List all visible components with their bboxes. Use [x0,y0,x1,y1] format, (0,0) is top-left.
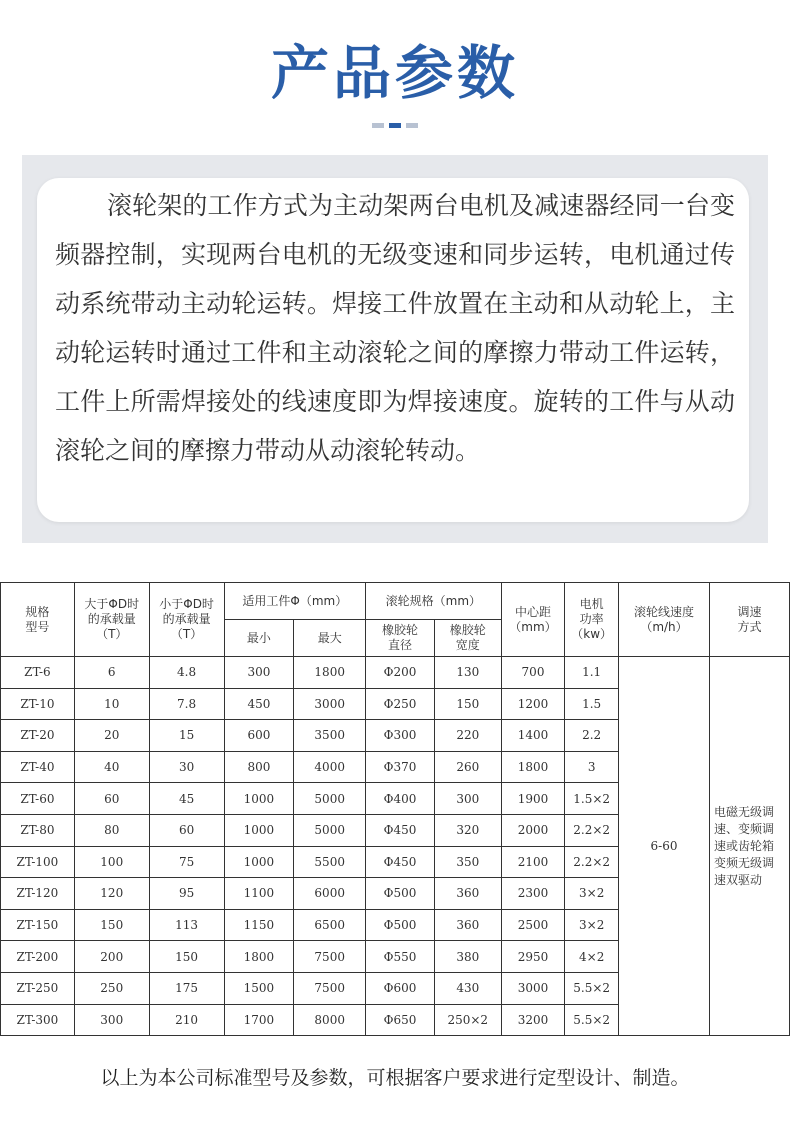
cell-width: 360 [434,878,501,910]
cell-center: 3200 [501,1004,565,1036]
cell-power: 1.1 [565,657,619,689]
cell-max: 6500 [294,909,366,941]
cell-max: 8000 [294,1004,366,1036]
cell-load-small: 15 [149,720,224,752]
header-workpiece-min: 最小 [224,620,294,657]
cell-load-large: 200 [74,941,149,973]
header-workpiece: 适用工件Φ（mm） [224,583,366,620]
header-model: 规格 型号 [1,583,75,657]
cell-max: 7500 [294,972,366,1004]
cell-load-large: 120 [74,878,149,910]
cell-regulation: 电磁无级调速、变频调速或齿轮箱变频无级调速双驱动 [710,657,790,1036]
header-power: 电机 功率 （kw） [565,583,619,657]
cell-dia: Φ250 [366,688,435,720]
cell-model: ZT-10 [1,688,75,720]
cell-center: 1800 [501,751,565,783]
description-text: 滚轮架的工作方式为主动架两台电机及减速器经同一台变频器控制，实现两台电机的无级变速和同步运转，电机通过传动系统带动主动轮运转。焊接工件放置在主动和从动轮上，主动轮运转时通过工件和主动滚轮之间的摩擦力带动工件运转，工件上所需焊接处的线速度即为焊接速度。旋转的工件与从动滚轮之间的摩擦力带动从动滚轮转动。 [55,191,735,465]
cell-max: 5000 [294,783,366,815]
cell-load-small: 30 [149,751,224,783]
cell-dia: Φ200 [366,657,435,689]
cell-load-large: 250 [74,972,149,1004]
header-load-large: 大于ΦD时 的承载量 （T） [74,583,149,657]
cell-center: 2300 [501,878,565,910]
header-load-small: 小于ΦD时 的承载量 （T） [149,583,224,657]
cell-width: 220 [434,720,501,752]
cell-load-small: 7.8 [149,688,224,720]
cell-width: 430 [434,972,501,1004]
cell-model: ZT-200 [1,941,75,973]
cell-width: 250×2 [434,1004,501,1036]
cell-min: 1150 [224,909,294,941]
footer-note: 以上为本公司标准型号及参数，可根据客户要求进行定型设计、制造。 [100,1067,690,1089]
cell-min: 1700 [224,1004,294,1036]
cell-power: 2.2 [565,720,619,752]
cell-model: ZT-20 [1,720,75,752]
cell-dia: Φ650 [366,1004,435,1036]
cell-max: 6000 [294,878,366,910]
cell-max: 4000 [294,751,366,783]
cell-model: ZT-60 [1,783,75,815]
header-roller-dia: 橡胶轮 直径 [366,620,435,657]
cell-load-large: 40 [74,751,149,783]
page-title: 产品参数 [270,39,519,107]
cell-center: 1900 [501,783,565,815]
cell-width: 150 [434,688,501,720]
cell-max: 3000 [294,688,366,720]
cell-dia: Φ550 [366,941,435,973]
cell-model: ZT-150 [1,909,75,941]
cell-center: 2500 [501,909,565,941]
header-roller: 滚轮规格（mm） [366,583,502,620]
cell-load-large: 60 [74,783,149,815]
cell-model: ZT-100 [1,846,75,878]
cell-power: 1.5×2 [565,783,619,815]
cell-model: ZT-6 [1,657,75,689]
cell-max: 1800 [294,657,366,689]
cell-load-small: 60 [149,814,224,846]
cell-width: 350 [434,846,501,878]
cell-center: 2100 [501,846,565,878]
cell-power: 4×2 [565,941,619,973]
cell-power: 3 [565,751,619,783]
cell-load-small: 4.8 [149,657,224,689]
cell-model: ZT-300 [1,1004,75,1036]
cell-min: 600 [224,720,294,752]
cell-center: 3000 [501,972,565,1004]
cell-load-small: 150 [149,941,224,973]
cell-min: 450 [224,688,294,720]
cell-power: 2.2×2 [565,814,619,846]
cell-load-large: 300 [74,1004,149,1036]
cell-min: 300 [224,657,294,689]
cell-load-large: 20 [74,720,149,752]
cell-load-small: 45 [149,783,224,815]
header-center: 中心距 （mm） [501,583,565,657]
cell-dia: Φ450 [366,814,435,846]
cell-power: 5.5×2 [565,1004,619,1036]
cell-min: 1100 [224,878,294,910]
header-roller-width: 橡胶轮 宽度 [434,620,501,657]
cell-dia: Φ600 [366,972,435,1004]
cell-width: 260 [434,751,501,783]
cell-width: 360 [434,909,501,941]
cell-center: 1200 [501,688,565,720]
cell-width: 320 [434,814,501,846]
cell-load-small: 113 [149,909,224,941]
cell-center: 1400 [501,720,565,752]
cell-min: 1800 [224,941,294,973]
cell-min: 1000 [224,846,294,878]
cell-power: 3×2 [565,878,619,910]
cell-width: 300 [434,783,501,815]
cell-load-small: 75 [149,846,224,878]
cell-load-small: 95 [149,878,224,910]
cell-power: 1.5 [565,688,619,720]
cell-power: 2.2×2 [565,846,619,878]
cell-max: 5500 [294,846,366,878]
header-workpiece-max: 最大 [294,620,366,657]
cell-power: 5.5×2 [565,972,619,1004]
cell-load-large: 80 [74,814,149,846]
cell-dia: Φ500 [366,909,435,941]
spec-table [0,582,790,1036]
cell-load-small: 175 [149,972,224,1004]
header-speed: 滚轮线速度 （m/h） [618,583,709,657]
cell-dia: Φ370 [366,751,435,783]
header-regulation: 调速 方式 [710,583,790,657]
cell-min: 800 [224,751,294,783]
cell-center: 2000 [501,814,565,846]
cell-speed: 6-60 [618,657,709,1036]
cell-width: 380 [434,941,501,973]
cell-model: ZT-40 [1,751,75,783]
cell-center: 2950 [501,941,565,973]
cell-dia: Φ400 [366,783,435,815]
table-row [1,657,790,689]
cell-load-large: 10 [74,688,149,720]
cell-min: 1000 [224,783,294,815]
cell-min: 1000 [224,814,294,846]
cell-dia: Φ300 [366,720,435,752]
cell-max: 7500 [294,941,366,973]
cell-dia: Φ450 [366,846,435,878]
cell-max: 3500 [294,720,366,752]
cell-model: ZT-250 [1,972,75,1004]
cell-width: 130 [434,657,501,689]
cell-dia: Φ500 [366,878,435,910]
cell-center: 700 [501,657,565,689]
title-decoration [372,123,418,128]
cell-load-large: 150 [74,909,149,941]
cell-model: ZT-120 [1,878,75,910]
cell-max: 5000 [294,814,366,846]
cell-load-large: 100 [74,846,149,878]
cell-model: ZT-80 [1,814,75,846]
cell-power: 3×2 [565,909,619,941]
cell-load-small: 210 [149,1004,224,1036]
cell-load-large: 6 [74,657,149,689]
cell-min: 1500 [224,972,294,1004]
